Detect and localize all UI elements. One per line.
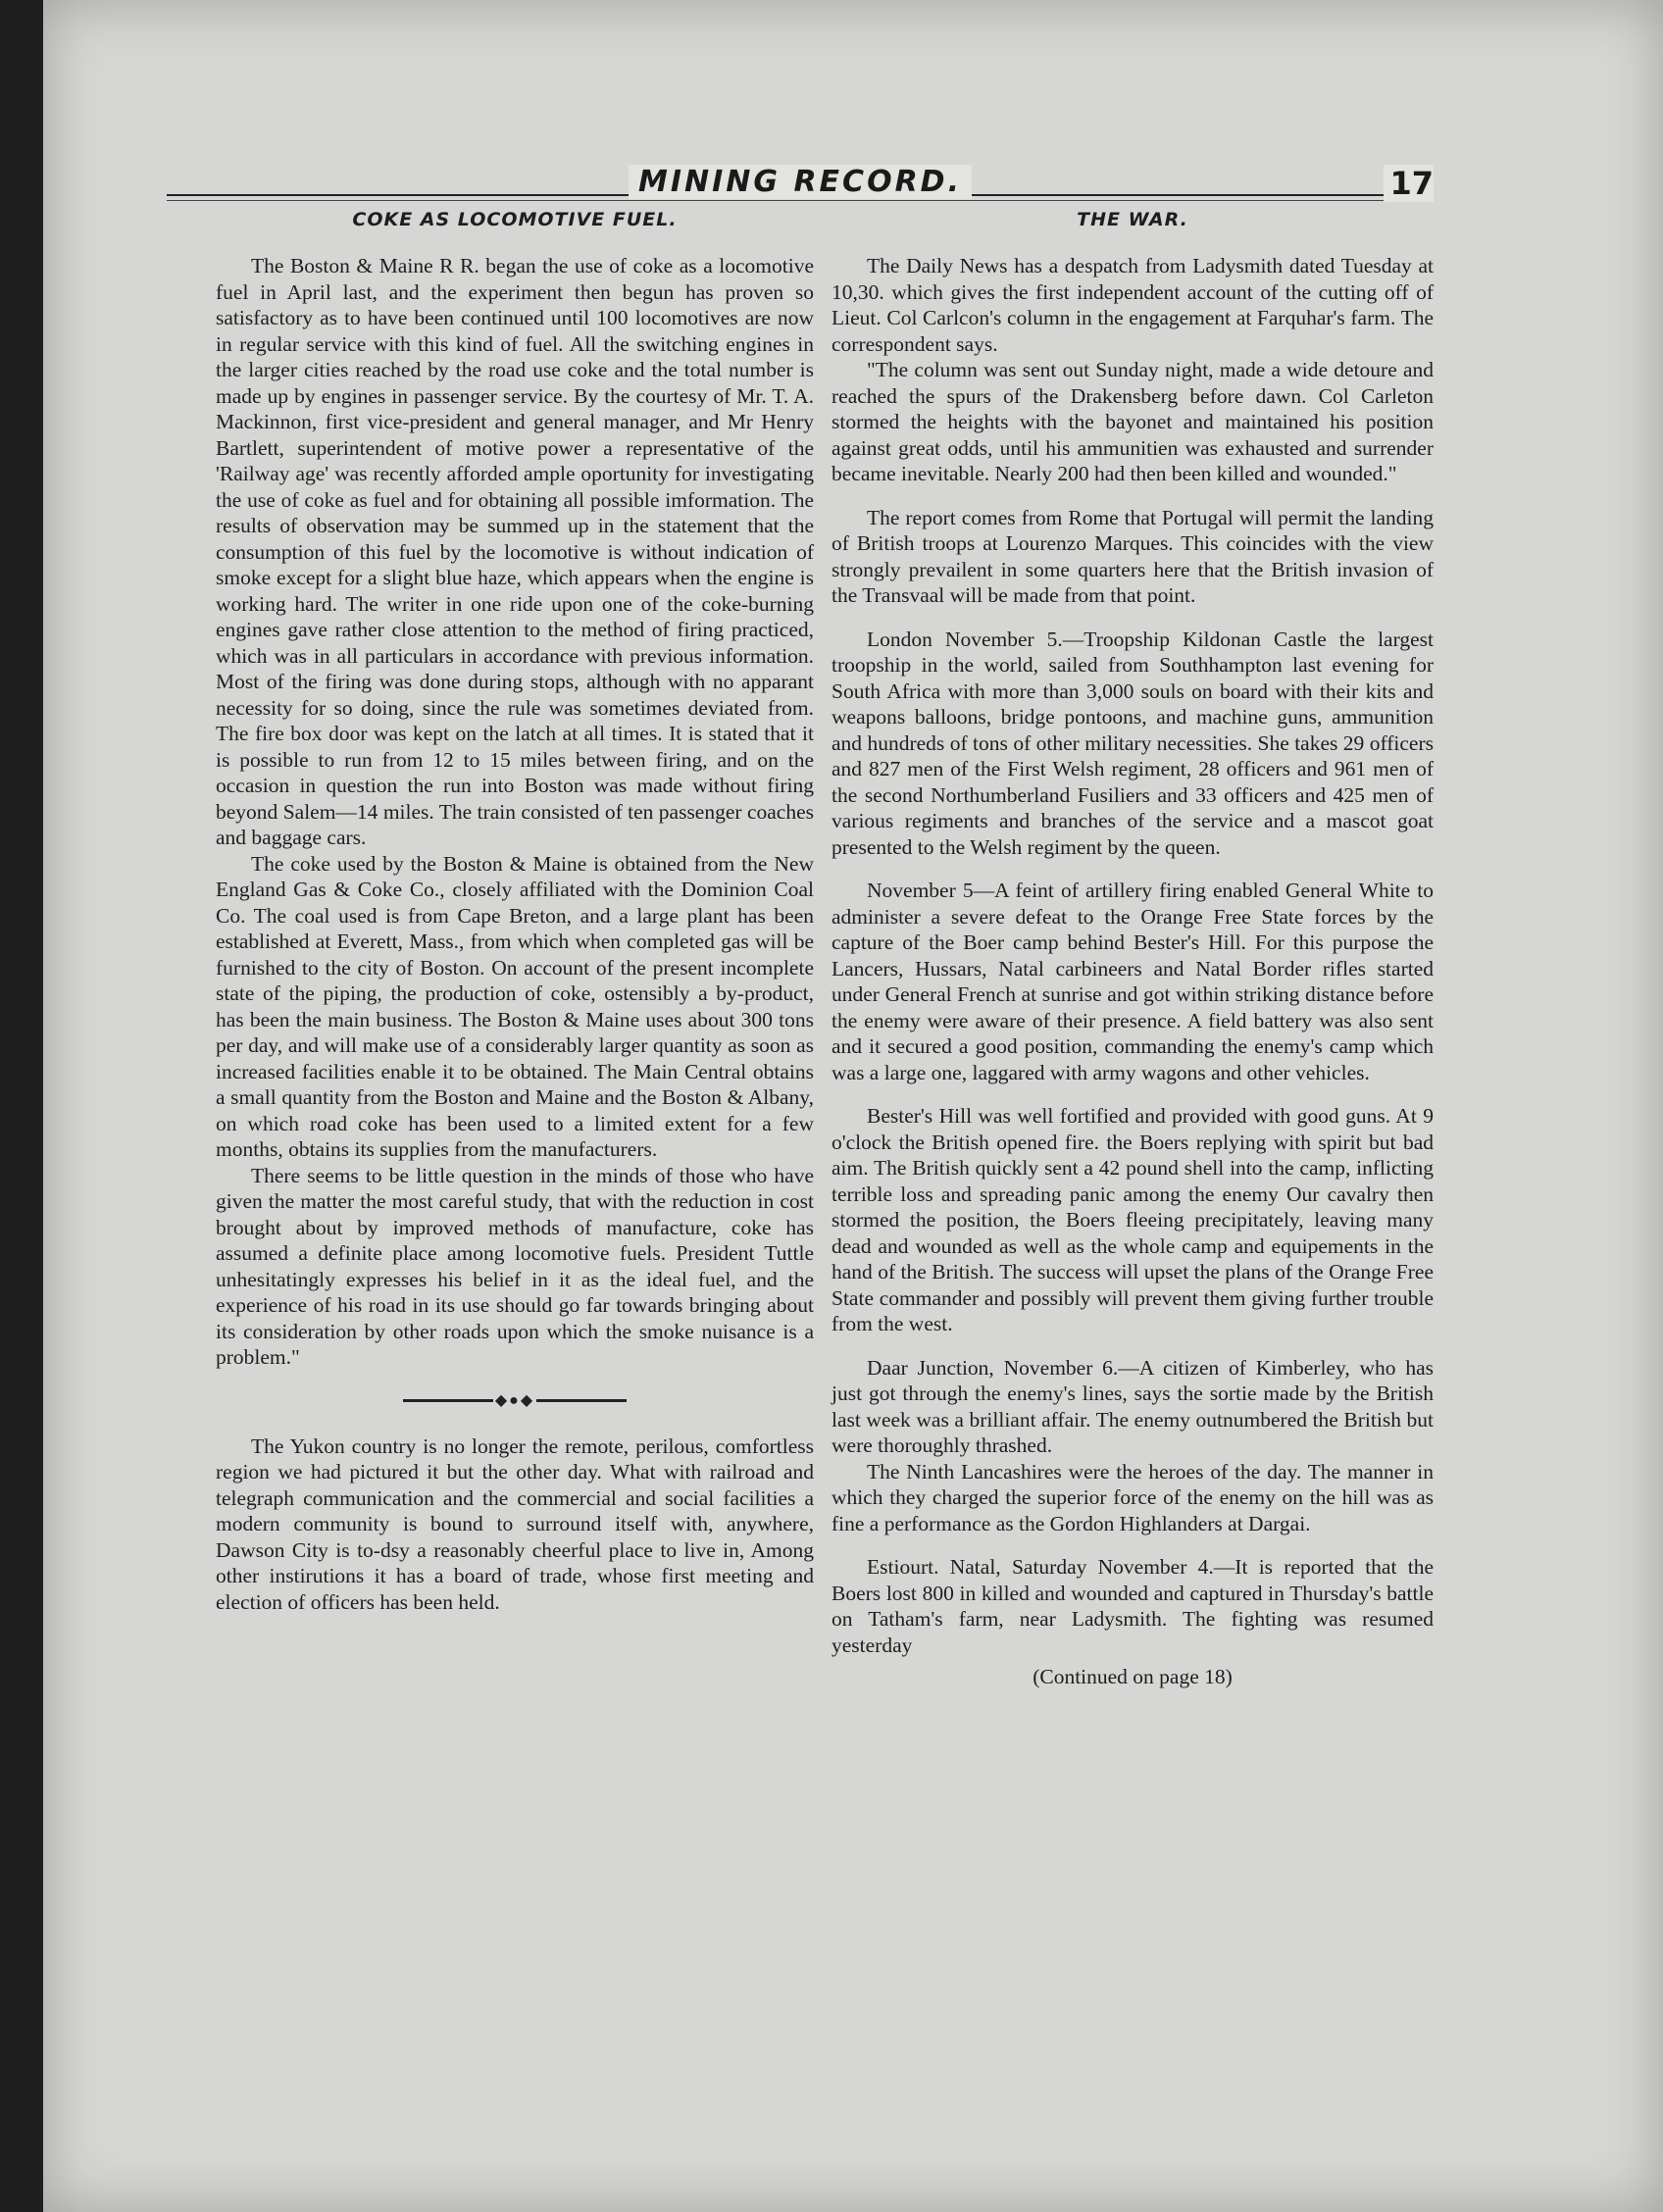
article-paragraph: London November 5.—Troopship Kildonan Castle the largest troopship in the world, sailed from Southhampton last evening for South Africa with more than 3,000 souls on board with their kits and weapons balloons, bridge pontoons, and machine guns, ammunition and hundreds of tons of other military necessities. She takes 29 officers and 827 men of the First Welsh regiment, 28 officers and 961 men of the second Northumberland Fusiliers and 33 officers and 425 men of various regiments and branches of the service and a mascot goat presented to the Welsh regiment by the queen. [832, 627, 1434, 859]
continued-note: (Continued on page 18) [1033, 1665, 1233, 1688]
right-column [832, 208, 1434, 1690]
publication-title: MINING RECORD. [629, 165, 972, 199]
section-divider [216, 1391, 814, 1409]
scan-binding-edge [0, 0, 43, 2212]
article-heading-war: THE WAR. [1077, 209, 1188, 230]
article-paragraph: November 5—A feint of artillery firing enabled General White to administer a severe defeat to the Orange Free State forces by the capture of the Boer camp behind Bester's Hill. For this purpose the Lancers, Hussars, Natal carbineers and Natal Border rifles started under General French at sunrise and got within striking distance before the enemy were aware of their presence. A field battery was also sent and it secured a good position, commanding the enemy's camp which was a large one, laggared with army wagons and other vehicles. [832, 879, 1434, 1084]
divider-line-right [536, 1399, 627, 1402]
article-paragraph: The coke used by the Boston & Maine is obtained from the New England Gas & Coke Co., closely affiliated with the Dominion Coal Co. The coal used is from Cape Breton, and a large plant has been established at Everett, Mass., from which when completed gas will be furnished to the city of Boston. On account of the present incomplete state of the piping, the production of coke, ostensibly a by-product, has been the main business. The Boston & Maine uses about 300 tons per day, and will make use of a considerably larger quantity as soon as increased facilities enable it to be obtained. The Main Central obtains a small quantity from the Boston and Maine and the Boston & Albany, on which road coke has been used to a limited extent for a few months, obtains its supplies from the manufacturers. [216, 851, 814, 1161]
article-paragraph: The Daily News has a despatch from Ladysmith dated Tuesday at 10,30. which gives the first independent account of the cutting off of Lieut. Col Carlcon's column in the engagement at Farquhar's farm. The correspondent says. [832, 254, 1434, 356]
article-paragraph: The Boston & Maine R R. began the use of coke as a locomotive fuel in April last, and the experiment then begun has proven so satisfactory as to have been continued until 100 locomotives are now in regular service with this kind of fuel. All the switching engines in the larger cities reached by the road use coke and the total number is made up by engines in passenger service. By the courtesy of Mr. T. A. Mackinnon, first vice-president and general manager, and Mr Henry Bartlett, superintendent of motive power a representative of the 'Railway age' was recently afforded ample oportunity for investigating the use of coke as fuel and for obtaining all possible imformation. The results of observation may be summed up in the statement that the consumption of this fuel by the locomotive is without indication of smoke except for a slight blue haze, which appears when the engine is working hard. The writer in one ride upon one of the coke-burning engines gave rather close attention to the method of firing practiced, which was in all particulars in accordance with previous information. Most of the firing was done during stops, although with no apparant necessity for so doing, since the rule was sometimes deviated from. The fire box door was kept on the latch at all times. It is stated that it is possible to run from 12 to 15 miles between firing, and on the occasion in question the run into Boston was made without firing beyond Salem—14 miles. The train consisted of ten passenger coaches and baggage cars. [216, 254, 814, 849]
article-paragraph: "The column was sent out Sunday night, made a wide detoure and reached the spurs of the Drakensberg before dawn. Col Carleton stormed the heights with the bayonet and maintained his position against great odds, until his ammunitien was exhausted and surrender became inevitable. Nearly 200 had then been killed and wounded." [832, 358, 1434, 485]
article-paragraph: The report comes from Rome that Portugal will permit the landing of British troops at Lourenzo Marques. This coincides with the view strongly prevailent in some quarters here that the British invasion of the Transvaal will be made from that point. [832, 505, 1434, 607]
article-paragraph: The Ninth Lancashires were the heroes of the day. The manner in which they charged the superior force of the enemy on the hill was as fine a performance as the Gordon Highlanders at Dargai. [832, 1459, 1434, 1535]
article-heading-coke: COKE AS LOCOMOTIVE FUEL. [352, 209, 678, 230]
article-paragraph: There seems to be little question in the minds of those who have given the matter the most careful study, that with the reduction in cost brought about by improved methods of manufacture, coke has assumed a definite place among locomotive fuels. President Tuttle unhesitatingly expresses his belief in it as the ideal fuel, and the experience of his road in its use should go far towards bringing about its consideration by other roads upon which the smoke nuisance is a problem." [216, 1163, 814, 1369]
page-number: 17 [1384, 165, 1434, 202]
publication-title-wrap [167, 165, 1434, 199]
masthead-rule-thin [167, 200, 1434, 201]
divider-ornament: ◆●◆ [494, 1391, 535, 1409]
article-paragraph-yukon: The Yukon country is no longer the remote, perilous, comfortless region we had pictured it but the other day. What with railroad and telegraph communication and the commercial and social facilities a modern community is bound to surround itself with, anywhere, Dawson City is to-dsy a reasonably cheerful place to live in, Among other instirutions it has a board of trade, whose first meeting and election of officers has been held. [216, 1433, 814, 1614]
article-paragraph: Daar Junction, November 6.—A citizen of Kimberley, who has just got through the enemy's lines, says the sortie made by the British last week was a brilliant affair. The enemy outnumbered the British but were thoroughly thrashed. [832, 1355, 1434, 1457]
article-paragraph: Bester's Hill was well fortified and provided with good guns. At 9 o'clock the British opened fire. the Boers replying with spirit but bad aim. The British quickly sent a 42 pound shell into the camp, inflicting terrible loss and spreading panic among the enemy Our cavalry then stormed the position, the Boers fleeing precipitately, leaving many dead and wounded as well as the whole camp and equipements in the hand of the British. The success will upset the plans of the Orange Free State commander and possibly will prevent them giving further trouble from the west. [832, 1104, 1434, 1335]
left-column [216, 208, 814, 1615]
masthead [167, 165, 1434, 204]
divider-line-left [403, 1399, 493, 1402]
article-paragraph: Estiourt. Natal, Saturday November 4.—It is reported that the Boers lost 800 in killed and wounded and captured in Thursday's battle on Tatham's farm, near Ladysmith. The fighting was resumed yesterday [832, 1555, 1434, 1657]
